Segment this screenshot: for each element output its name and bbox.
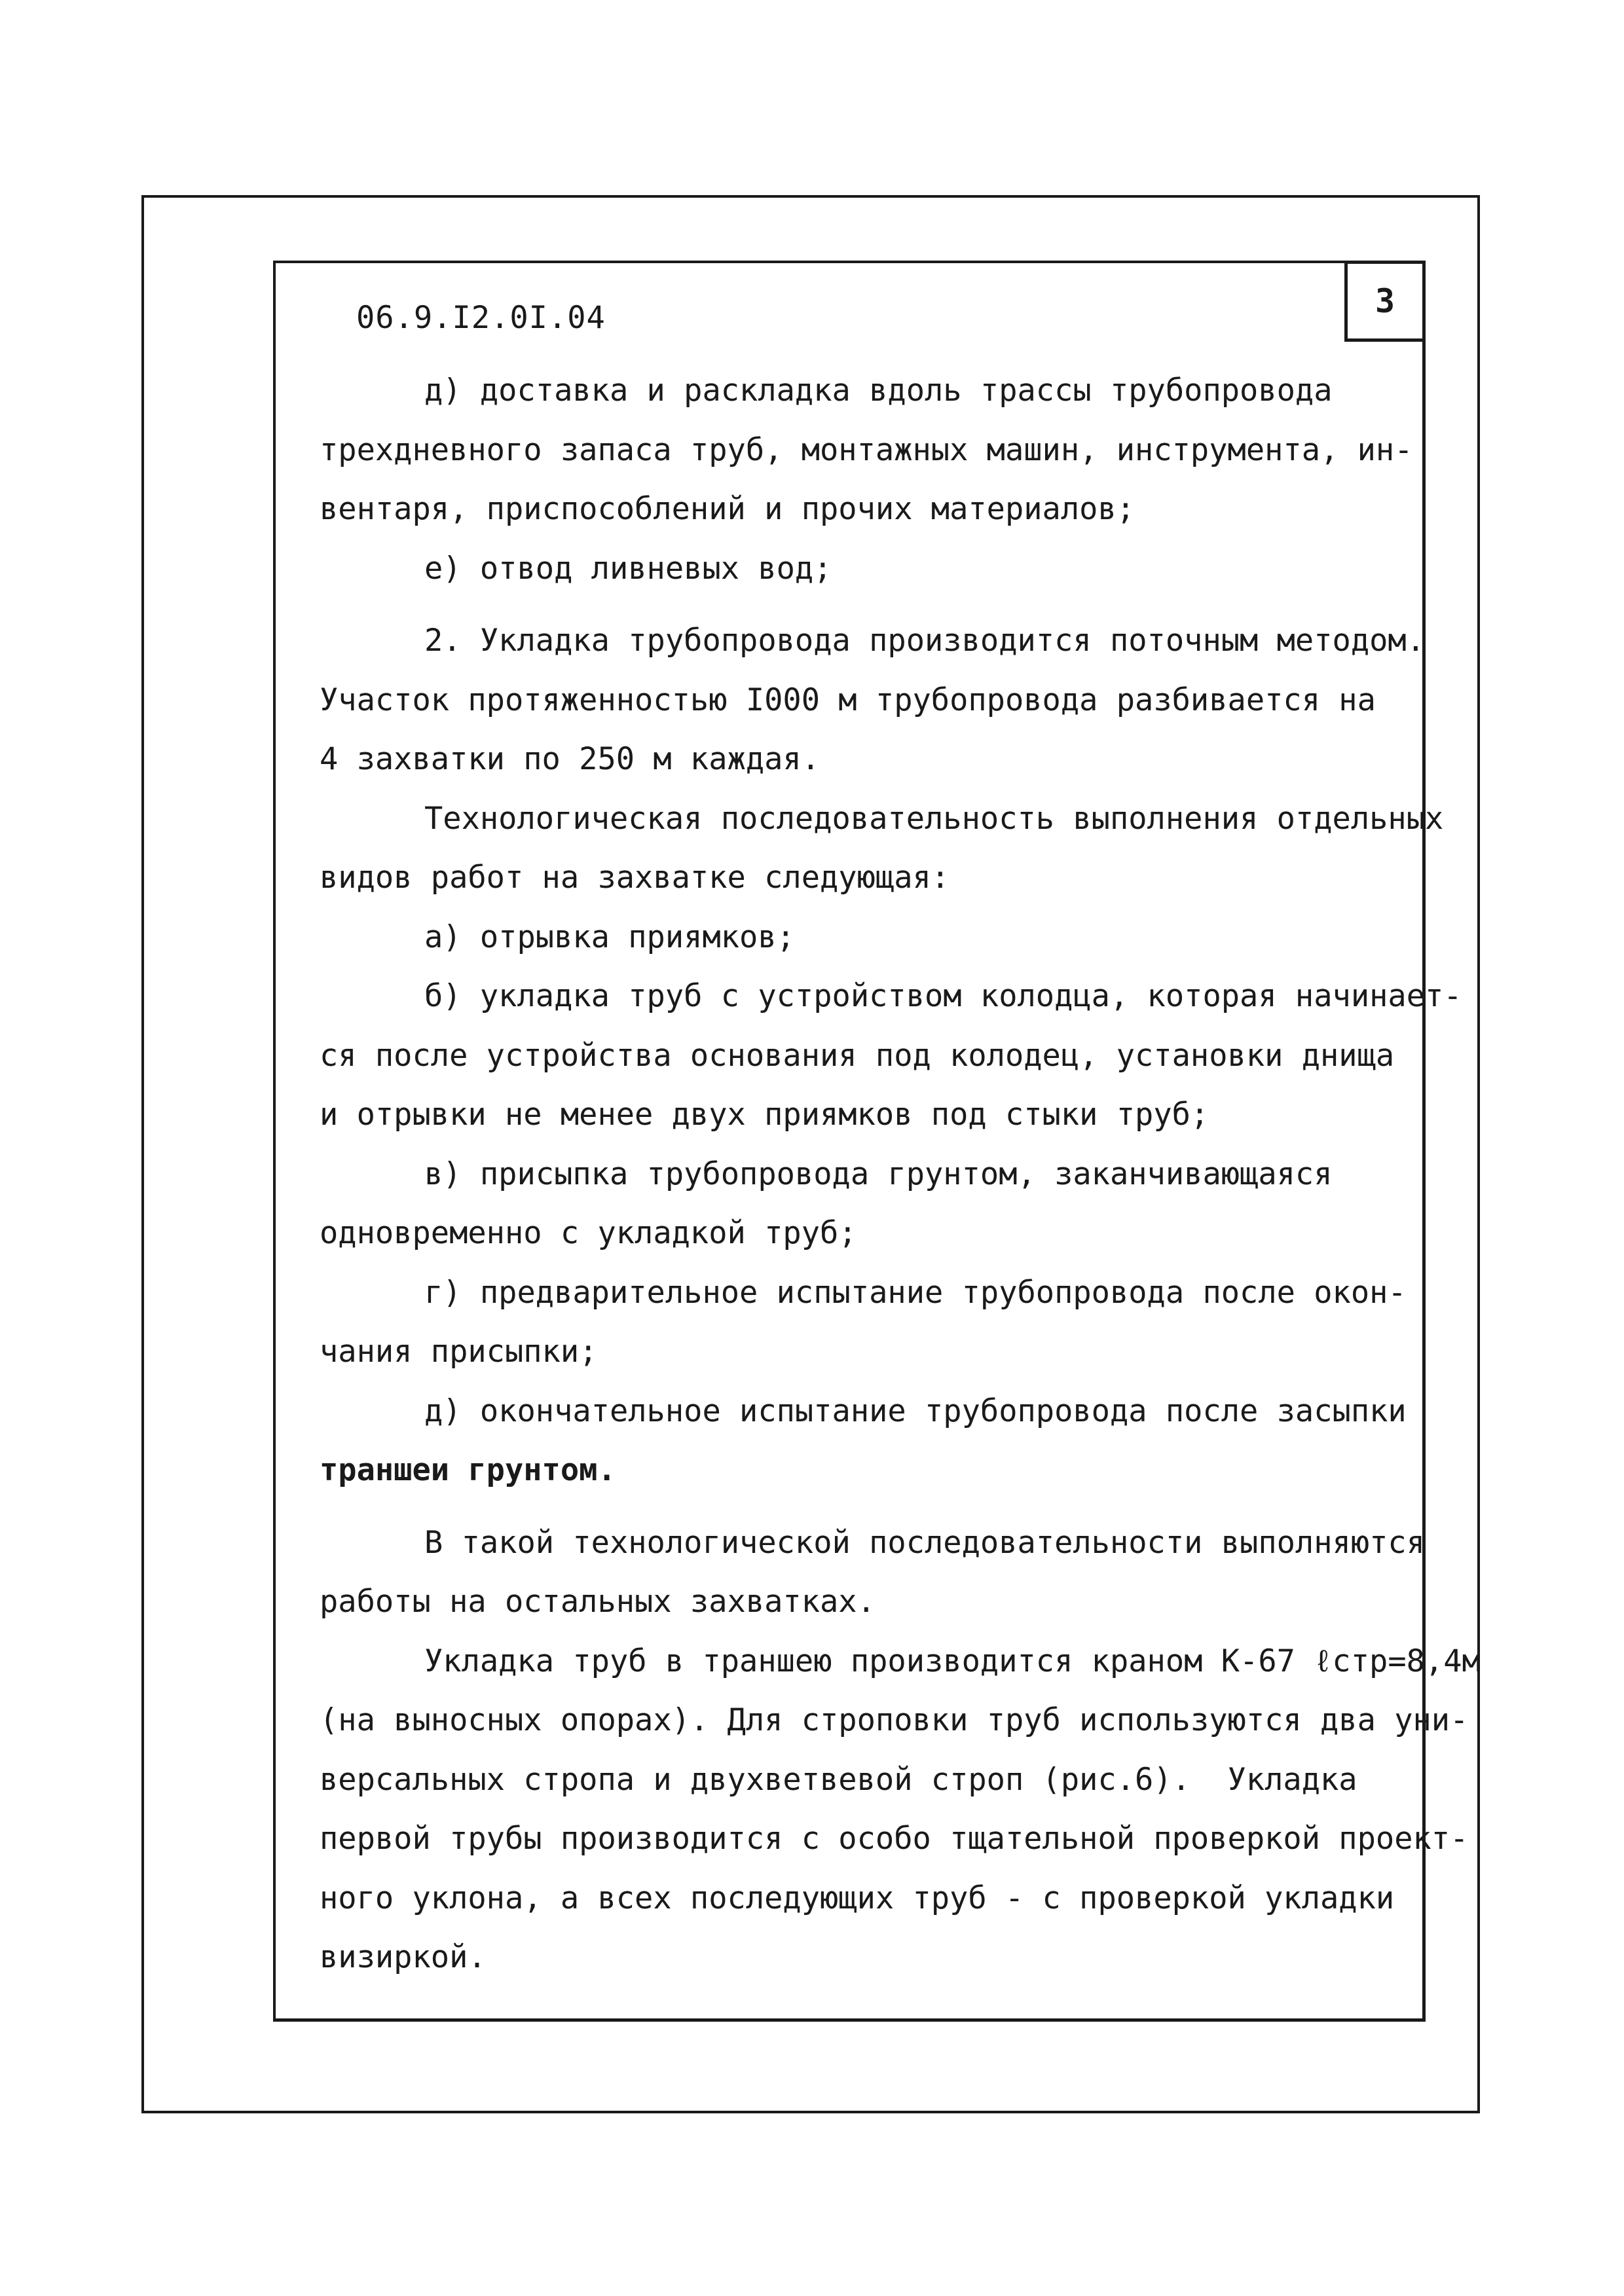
text-line: (на выносных опорах). Для строповки труб используются два уни- — [320, 1702, 1469, 1738]
text-line: чания присыпки; — [320, 1334, 598, 1370]
text-line: г) предварительное испытание трубопровода после окон- — [424, 1274, 1407, 1311]
text-line: видов работ на захватке следующая: — [320, 860, 950, 896]
page-number-box — [1344, 261, 1426, 342]
text-line: Укладка труб в траншею производится краном К-67 ℓстр=8,4м — [424, 1643, 1481, 1679]
text-line: б) укладка труб с устройством колодца, которая начинает- — [424, 978, 1462, 1014]
text-line: первой трубы производится с особо тщательной проверкой проект- — [320, 1821, 1469, 1857]
paragraph-gap — [320, 598, 1413, 611]
inner-text-frame — [273, 261, 1481, 2022]
text-line: В такой технологической последовательности выполняются — [424, 1524, 1426, 1561]
text-line: визиркой. — [320, 1939, 487, 1975]
text-line: д) окончательное испытание трубопровода после засыпки — [424, 1393, 1407, 1429]
text-line: вентаря, приспособлений и прочих материалов; — [320, 491, 1135, 527]
text-line: ного уклона, а всех последующих труб - с проверкой укладки — [320, 1880, 1395, 1916]
text-line: д) доставка и раскладка вдоль трассы трубопровода — [424, 373, 1333, 409]
paragraph-gap — [320, 1501, 1413, 1514]
text-line: версальных стропа и двухветвевой строп (рис.6). Укладка — [320, 1761, 1357, 1798]
text-line: работы на остальных захватках. — [320, 1584, 876, 1620]
text-line: ся после устройства основания под колодец, установки днища — [320, 1037, 1395, 1074]
text-line: Технологическая последовательность выполнения отдельных — [424, 800, 1444, 837]
text-line: в) присыпка трубопровода грунтом, заканчивающаяся — [424, 1156, 1333, 1192]
document-code: 06.9.I2.0I.04 — [356, 300, 606, 336]
page-number: 3 — [1375, 282, 1395, 320]
text-line: траншеи грунтом. — [320, 1452, 616, 1488]
text-line: трехдневного запаса труб, монтажных машин, инструмента, ин- — [320, 431, 1413, 468]
text-line: 2. Укладка трубопровода производится поточным методом. — [424, 623, 1426, 659]
text-line: одновременно с укладкой труб; — [320, 1215, 857, 1251]
text-line: е) отвод ливневых вод; — [424, 550, 832, 587]
text-line: и отрывки не менее двух приямков под стыки труб; — [320, 1097, 1209, 1133]
text-line: а) отрывка приямков; — [424, 919, 795, 955]
text-line: Участок протяженностью I000 м трубопровода разбивается на — [320, 682, 1376, 718]
text-line: 4 захватки по 250 м каждая. — [320, 741, 821, 777]
body-text — [320, 361, 1481, 1988]
